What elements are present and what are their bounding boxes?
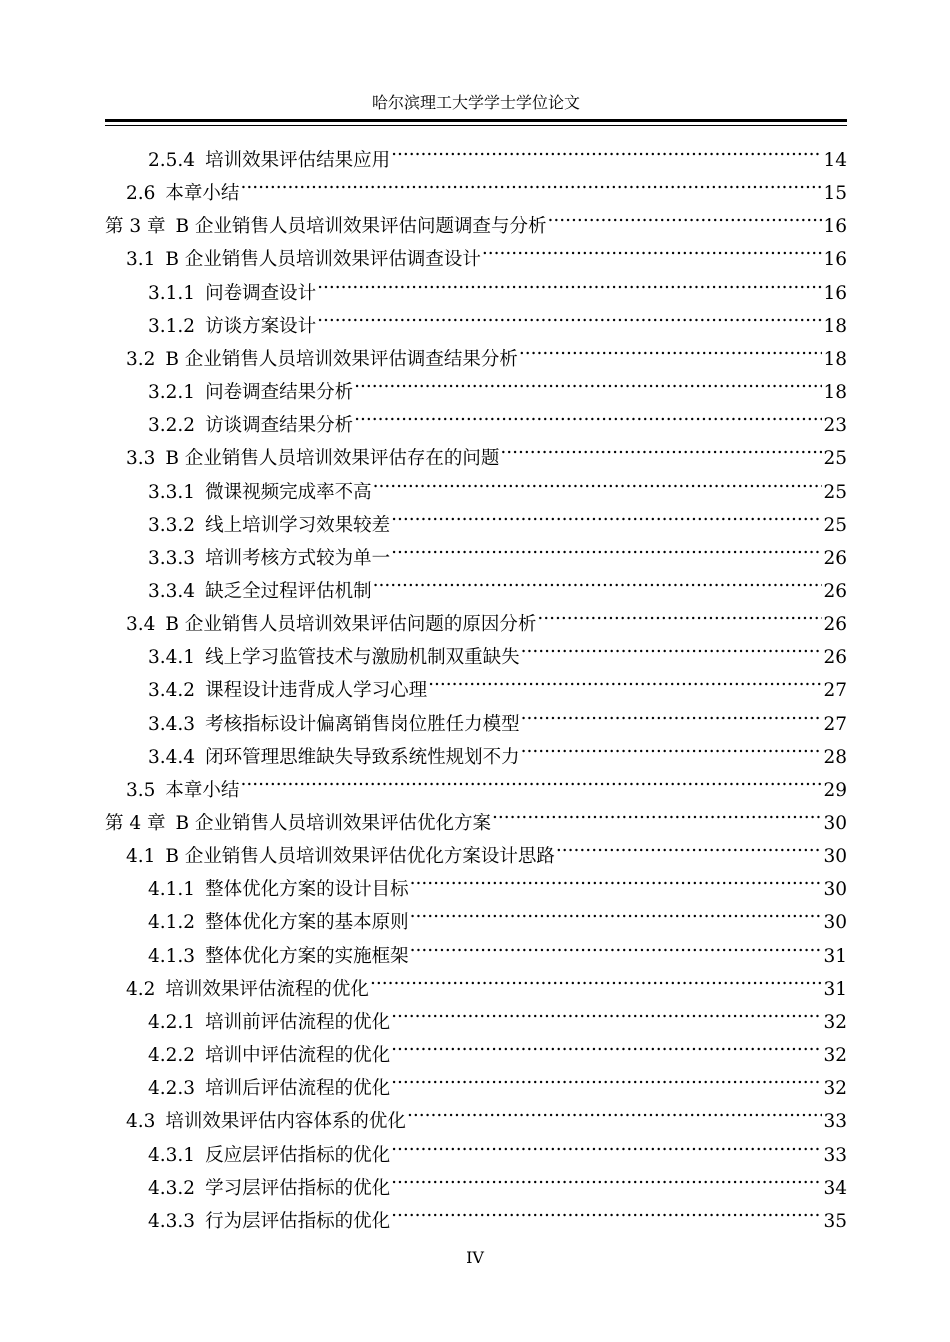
toc-entry-page: 27 [823,680,847,702]
toc-entry[interactable] [126,332,847,370]
toc-entry-number: 2.5.4 [148,150,196,171]
page-number: IV [466,1248,484,1267]
toc-leader-dots [391,1161,822,1194]
toc-entry-title: 访谈调查结果分析 [205,415,354,437]
toc-entry-title: 培训效果评估内容体系的优化 [165,1111,406,1133]
toc-entry[interactable] [126,166,847,205]
toc-entry-title: B 企业销售人员培训效果评估优化方案 [175,813,492,834]
toc-entry-page: 30 [823,912,847,934]
toc-entry-title: 学习层评估指标的优化 [205,1177,391,1199]
toc-leader-dots [391,1194,822,1227]
toc-entry[interactable] [126,763,847,801]
toc-entry[interactable] [148,498,847,536]
toc-entry-number: 3.3 [126,448,156,470]
toc-entry-page: 16 [823,249,847,271]
toc-entry[interactable] [126,1094,847,1133]
toc-entry[interactable] [148,133,847,171]
toc-entry[interactable] [148,663,847,702]
toc-entry-page: 31 [823,945,847,967]
toc-entry-page: 15 [823,183,847,205]
toc-leader-dots [410,929,823,962]
toc-leader-dots [521,630,823,663]
toc-leader-dots [492,796,822,829]
toc-entry-number: 4.2.3 [148,1078,196,1100]
toc-entry[interactable] [148,564,847,602]
toc-entry-title: 考核指标设计偏离销售岗位胜任力模型 [205,713,520,735]
toc-entry-title: 培训效果评估流程的优化 [165,978,369,1000]
toc-entry-page: 33 [823,1144,847,1166]
toc-entry-title: 微课视频完成率不高 [205,481,372,503]
toc-entry-page: 30 [823,846,847,868]
toc-leader-dots [428,663,822,696]
toc-entry[interactable] [148,895,847,934]
toc-entry[interactable] [148,1161,847,1199]
toc-entry-title: B 企业销售人员培训效果评估调查结果分析 [165,348,518,370]
toc-leader-dots [373,564,823,597]
toc-entry-number: 3.4.1 [148,647,196,669]
toc-leader-dots [317,299,822,332]
toc-leader-dots [391,498,822,531]
toc-entry-page: 27 [823,713,847,735]
toc-entry[interactable] [148,862,847,901]
toc-entry-page: 32 [823,1011,847,1033]
toc-leader-dots [548,199,823,232]
toc-leader-dots [240,166,822,199]
toc-entry-page: 26 [823,580,847,602]
toc-leader-dots [391,1061,822,1094]
toc-entry-number: 3.3.1 [148,481,196,503]
toc-entry[interactable] [148,730,847,768]
toc-entry-page: 34 [823,1177,847,1199]
toc-entry-number: 4.3 [126,1111,156,1133]
toc-entry[interactable] [148,299,847,337]
toc-entry-number: 4.3.1 [148,1144,196,1166]
toc-entry-page: 35 [823,1210,847,1232]
toc-entry-number: 3.3.4 [148,580,196,602]
toc-entry[interactable] [148,1194,847,1232]
toc-entry-number: 3.5 [126,779,156,801]
toc-entry-title: 本章小结 [165,779,240,801]
toc-entry-number: 4.1.1 [148,879,196,901]
toc-entry[interactable] [126,829,847,868]
toc-entry-number: 4.1 [126,846,156,868]
toc-entry-number: 3.1 [126,249,156,271]
toc-entry-number: 2.6 [126,183,156,205]
toc-leader-dots [537,597,822,630]
toc-entry[interactable] [148,365,847,404]
toc-entry-number: 4.1.2 [148,912,196,934]
toc-entry-number: 3.4.2 [148,680,196,702]
toc-entry-title: 整体优化方案的设计目标 [205,879,409,901]
toc-entry-title: 培训考核方式较为单一 [205,547,391,569]
toc-entry-title: 访谈方案设计 [205,315,317,337]
toc-entry-title: 培训效果评估结果应用 [205,150,391,171]
toc-entry[interactable] [148,266,847,304]
toc-entry-title: 培训前评估流程的优化 [205,1011,391,1033]
toc-entry-page: 26 [823,614,847,636]
toc-entry-title: B 企业销售人员培训效果评估调查设计 [165,249,481,271]
toc-entry-page: 29 [823,779,847,801]
toc-entry-page: 32 [823,1078,847,1100]
toc-entry-title: 问卷调查结果分析 [205,382,354,404]
toc-leader-dots [391,531,822,564]
toc-leader-dots [407,1094,823,1127]
toc-entry-title: 培训中评估流程的优化 [205,1045,391,1067]
toc-entry-title: 本章小结 [165,183,240,205]
toc-entry-page: 25 [823,514,847,536]
toc-entry[interactable] [148,398,847,437]
toc-entry-page: 25 [823,481,847,503]
toc-entry-number: 3.1.2 [148,315,196,337]
toc-entry-number: 3.4 [126,614,156,636]
toc-entry-title: 问卷调查设计 [205,282,317,304]
toc-entry-title: 反应层评估指标的优化 [205,1144,391,1166]
toc-entry[interactable] [126,431,847,470]
toc-entry-number: 第 4 章 [105,813,166,834]
toc-entry-number: 第 3 章 [105,216,166,238]
toc-entry-title: B 企业销售人员培训效果评估优化方案设计思路 [165,846,555,868]
toc-entry-number: 4.2.1 [148,1011,196,1033]
toc-entry-page: 14 [823,150,847,171]
toc-entry-title: 缺乏全过程评估机制 [205,580,372,602]
toc-entry-number: 3.3.3 [148,547,196,569]
toc-leader-dots [373,465,823,498]
toc-entry-page: 18 [823,382,847,404]
toc-entry-page: 26 [823,547,847,569]
toc-entry-title: 闭环管理思维缺失导致系统性规划不力 [205,746,520,768]
toc-leader-dots [391,995,822,1028]
page-header-title: 哈尔滨理工大学学士学位论文 [371,93,580,112]
toc-entry-number: 4.1.3 [148,945,196,967]
toc-entry-number: 3.2.1 [148,382,196,404]
toc-entry-number: 3.2 [126,348,156,370]
toc-entry[interactable] [105,796,847,834]
toc-entry-page: 30 [823,813,847,834]
toc-leader-dots [482,232,823,265]
toc-entry[interactable] [126,232,847,271]
toc-leader-dots [391,1028,822,1061]
toc-entry-page: 26 [823,647,847,669]
toc-leader-dots [556,829,823,862]
toc-entry-number: 3.1.1 [148,282,196,304]
toc-entry-page: 31 [823,978,847,1000]
toc-leader-dots [370,962,823,995]
toc-entry-number: 4.2 [126,978,156,1000]
toc-leader-dots [410,862,823,895]
toc-entry-title: 整体优化方案的实施框架 [205,945,409,967]
toc-entry-page: 25 [823,448,847,470]
toc-entry[interactable] [148,1061,847,1100]
toc-entry-page: 32 [823,1045,847,1067]
toc-entry[interactable] [105,199,847,238]
toc-entry-page: 30 [823,879,847,901]
toc-entry-title: B 企业销售人员培训效果评估问题调查与分析 [175,216,547,238]
toc-entry-page: 16 [823,216,847,238]
header-rule-thin [105,125,847,126]
header-rule-thick [105,119,847,122]
toc-leader-dots [354,365,822,398]
toc-entry[interactable] [126,962,847,1000]
toc-entry-title: 整体优化方案的基本原则 [205,912,409,934]
toc-entry-page: 18 [823,315,847,337]
toc-entry-number: 3.3.2 [148,514,196,536]
toc-entry-title: 线上培训学习效果较差 [205,514,391,536]
toc-leader-dots [500,431,822,464]
toc-entry-title: 培训后评估流程的优化 [205,1078,391,1100]
toc-leader-dots [317,266,822,299]
toc-entry-title: 线上学习监管技术与激励机制双重缺失 [205,647,520,669]
toc-entry-number: 3.4.4 [148,746,196,768]
toc-entry-page: 16 [823,282,847,304]
toc-leader-dots [354,398,822,431]
toc-entry-number: 3.2.2 [148,415,196,437]
toc-leader-dots [410,895,823,928]
toc-entry-number: 3.4.3 [148,713,196,735]
toc-entry-page: 23 [823,415,847,437]
toc-leader-dots [521,730,823,763]
toc-entry-title: B 企业销售人员培训效果评估存在的问题 [165,448,500,470]
toc-entry-number: 4.2.2 [148,1045,196,1067]
toc-entry[interactable] [148,630,847,669]
toc-entry[interactable] [148,465,847,503]
toc-entry-title: 课程设计违背成人学习心理 [205,680,428,702]
toc-entry[interactable] [148,697,847,735]
toc-leader-dots [521,697,823,730]
toc-entry-number: 4.3.3 [148,1210,196,1232]
toc-leader-dots [391,133,822,166]
toc-entry-number: 4.3.2 [148,1177,196,1199]
toc-entry[interactable] [148,929,847,967]
toc-entry[interactable] [148,531,847,569]
toc-entry[interactable] [126,597,847,636]
toc-entry-title: 行为层评估指标的优化 [205,1210,391,1232]
toc-leader-dots [240,763,822,796]
toc-entry-title: B 企业销售人员培训效果评估问题的原因分析 [165,614,537,636]
toc-leader-dots [391,1128,822,1161]
toc-entry-page: 28 [823,746,847,768]
toc-leader-dots [519,332,823,365]
toc-entry-page: 33 [823,1111,847,1133]
toc-entry[interactable] [148,1128,847,1166]
toc-entry-page: 18 [823,348,847,370]
toc-entry[interactable] [148,1028,847,1067]
toc-entry[interactable] [148,995,847,1033]
